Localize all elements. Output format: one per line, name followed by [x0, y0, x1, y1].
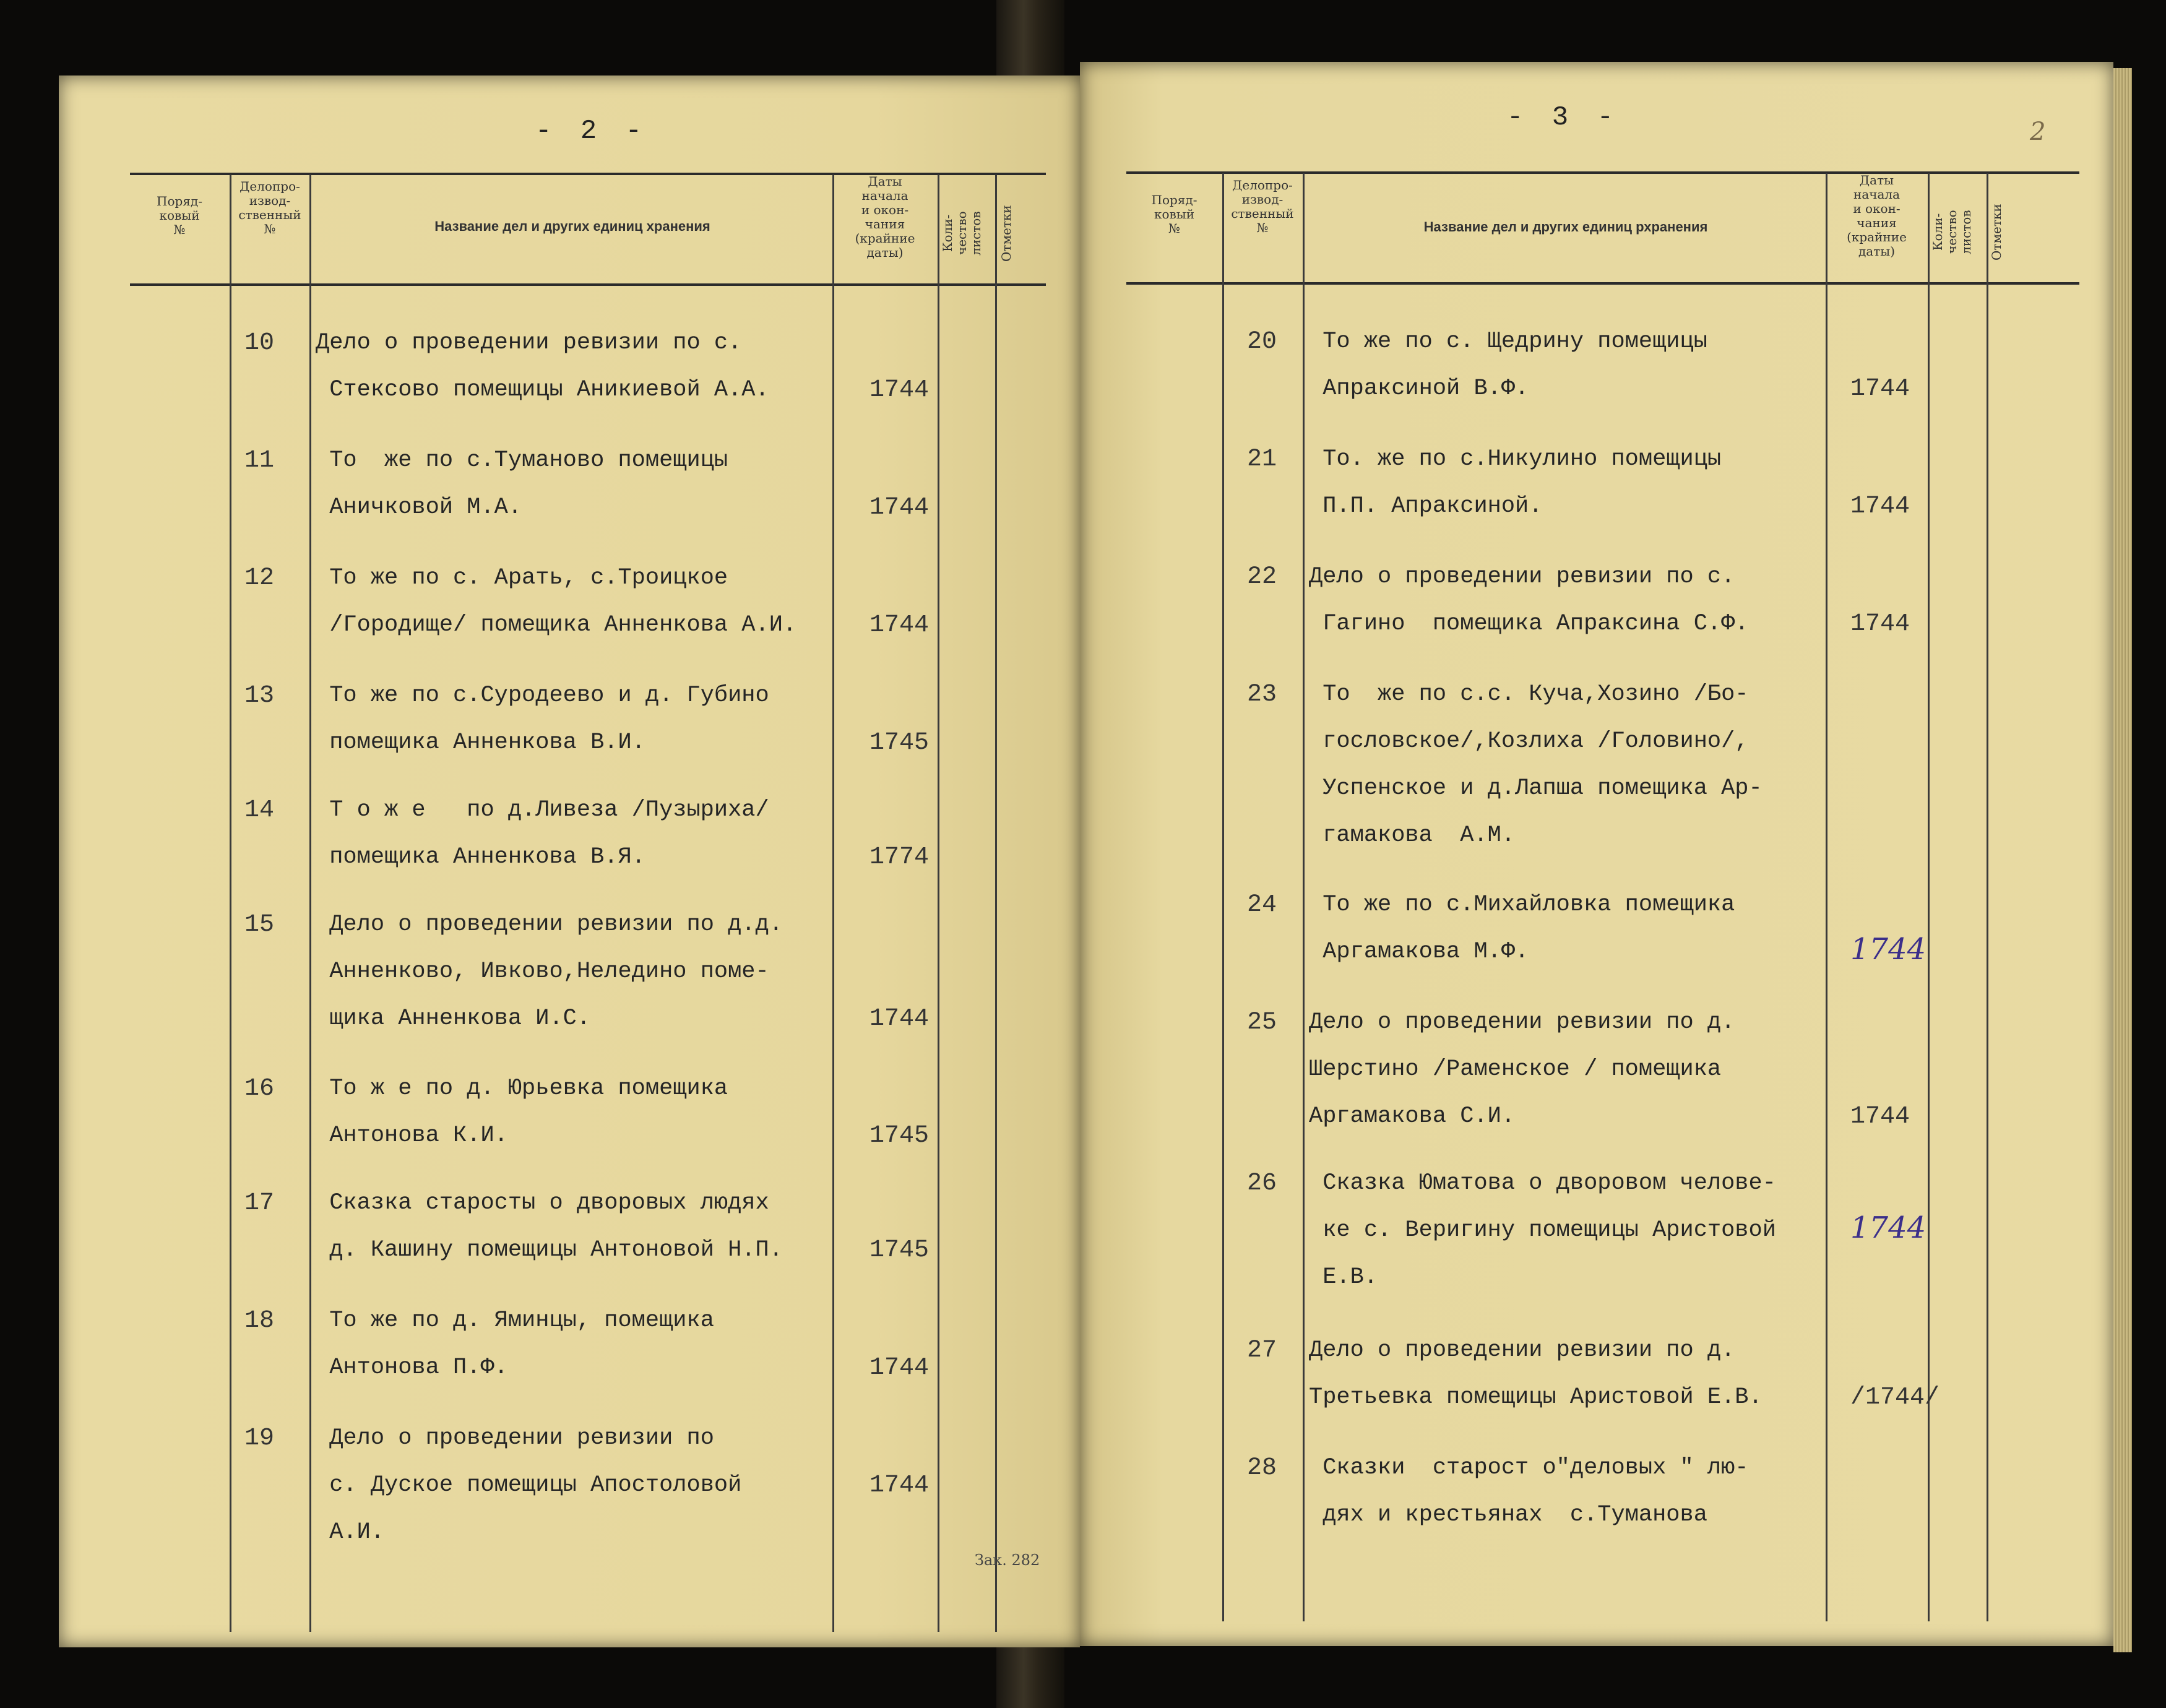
- entry-date: 1744: [869, 1005, 930, 1033]
- entry-title-line: То же по с.Михайловка помещика: [1309, 892, 1735, 918]
- entry-date: 1744: [869, 1354, 930, 1382]
- entry-title-line: гамакова А.М.: [1309, 822, 1516, 848]
- header-office-number: Делопро- извод- ственный №: [1231, 178, 1294, 235]
- entry-title-line: То же по с. Щедрину помещицы: [1309, 329, 1707, 355]
- entry-office-number: 21: [1247, 446, 1277, 473]
- entry-date: 1744: [1850, 932, 1927, 967]
- entry-office-number: 22: [1247, 563, 1277, 591]
- entry-date: 1744: [869, 1472, 930, 1499]
- entry-title: [1309, 1160, 1776, 1301]
- entry-date: 1744: [869, 611, 930, 639]
- entry-title-line: помещика Анненкова В.Я.: [316, 844, 645, 870]
- entry-title-line: Аргамакова С.И.: [1309, 1103, 1516, 1129]
- entry-date: 1744: [869, 376, 930, 404]
- entry-title: [316, 787, 769, 881]
- entry-title-line: То же по с.Туманово помещицы: [316, 447, 728, 473]
- entry-title-line: Гагино помещика Апраксина С.Ф.: [1309, 611, 1749, 637]
- page-number: - 2 -: [535, 116, 649, 147]
- entry-title-line: д. Кашину помещицы Антоновой Н.П.: [316, 1237, 783, 1263]
- header-dates: Даты начала и окон- чания (крайние даты): [1847, 173, 1907, 259]
- entry-title-line: Т о ж е по д.Ливеза /Пузыриха/: [316, 797, 769, 823]
- header-notes: Отметки: [1989, 204, 2004, 261]
- entry-date: 1745: [869, 1236, 930, 1264]
- print-order-number: Зак. 282: [975, 1551, 1040, 1569]
- entry-title-line: /Городище/ помещика Анненкова А.И.: [316, 612, 797, 638]
- header-title: Название дел и других единиц хранения: [434, 218, 710, 234]
- entry-date: 1744: [1850, 1210, 1927, 1245]
- entry-title-line: А.И.: [316, 1519, 385, 1545]
- entry-office-number: 24: [1247, 891, 1277, 919]
- entry-office-number: 26: [1247, 1170, 1277, 1197]
- entry-title: [1309, 999, 1735, 1140]
- header-rule-bottom: [1126, 282, 2079, 285]
- entry-title-line: Апраксиной В.Ф.: [1309, 376, 1529, 402]
- column-divider: [995, 175, 997, 1632]
- header-dates: Даты начала и окон- чания (крайние даты): [855, 174, 915, 260]
- entry-title-line: Антонова К.И.: [316, 1123, 508, 1149]
- entry-title-line: Третьевка помещицы Аристовой Е.В.: [1309, 1384, 1763, 1410]
- entry-title-line: То ж е по д. Юрьевка помещика: [316, 1076, 728, 1102]
- column-divider: [1303, 173, 1305, 1621]
- entry-title-line: Сказки старост о"деловых " лю-: [1309, 1455, 1749, 1481]
- page-edges: [2113, 68, 2132, 1652]
- entry-title-line: То же по д. Яминцы, помещика: [316, 1308, 714, 1334]
- header-office-number: Делопро- извод- ственный №: [238, 179, 301, 236]
- entry-office-number: 25: [1247, 1009, 1277, 1037]
- entry-title: [316, 554, 796, 649]
- entry-date: 1744: [1850, 375, 1910, 403]
- entry-title-line: Успенское и д.Лапша помещика Ар-: [1309, 775, 1763, 801]
- right-page: [1080, 62, 2113, 1646]
- entry-office-number: 20: [1247, 328, 1277, 356]
- entry-title: [1309, 436, 1721, 530]
- entry-office-number: 13: [244, 682, 275, 710]
- entry-title-line: Антонова П.Ф.: [316, 1355, 508, 1381]
- left-page: [59, 75, 1080, 1647]
- entry-title: [1309, 553, 1749, 647]
- entry-office-number: 23: [1247, 681, 1277, 709]
- entry-date: /1744/: [1850, 1384, 1940, 1412]
- entry-title-line: с. Дуское помещицы Апостоловой: [316, 1472, 742, 1498]
- entry-title: [1309, 1327, 1763, 1421]
- entry-title-line: Сказка Юматова о дворовом челове-: [1309, 1170, 1776, 1196]
- entry-title-line: щика Анненкова И.С.: [316, 1006, 591, 1032]
- entry-date: 1745: [869, 729, 930, 757]
- entry-office-number: 10: [244, 329, 275, 357]
- column-divider: [938, 175, 939, 1632]
- column-divider: [1826, 173, 1827, 1621]
- column-divider: [309, 175, 311, 1632]
- column-divider: [1222, 173, 1224, 1621]
- header-sheets: Коли- чество листов: [940, 211, 983, 256]
- entry-title: [316, 1180, 783, 1274]
- entry-title-line: Сказка старосты о дворовых людях: [316, 1190, 769, 1216]
- entry-office-number: 15: [244, 911, 275, 939]
- header-order-number: Поряд- ковый №: [1151, 192, 1197, 236]
- entry-title: [1309, 671, 1763, 859]
- entry-title-line: Дело о проведении ревизии по с.: [1309, 564, 1735, 590]
- entry-title-line: Шерстино /Раменское / помещика: [1309, 1056, 1722, 1082]
- header-sheets: Коли- чество листов: [1930, 210, 1974, 254]
- header-order-number: Поряд- ковый №: [157, 194, 202, 237]
- entry-office-number: 19: [244, 1425, 275, 1452]
- entry-office-number: 27: [1247, 1337, 1277, 1365]
- entry-date: 1744: [1850, 610, 1910, 638]
- entry-title-line: Дело о проведении ревизии по д.д.: [316, 912, 783, 938]
- entry-title-line: Стексово помещицы Аникиевой А.А.: [316, 377, 769, 403]
- entry-date: 1744: [1850, 1103, 1910, 1131]
- entry-title-line: Дело о проведении ревизии по д.: [1309, 1337, 1735, 1363]
- entry-title-line: Дело о проведении ревизии по д.: [1309, 1009, 1735, 1035]
- entry-title-line: Дело о проведении ревизии по с.: [316, 330, 742, 356]
- entry-title: [316, 319, 769, 413]
- entry-office-number: 18: [244, 1307, 275, 1335]
- entry-date: 1744: [1850, 493, 1910, 520]
- entry-title-line: Дело о проведении ревизии по: [316, 1425, 714, 1451]
- entry-title-line: помещика Анненкова В.И.: [316, 730, 645, 756]
- entry-title-line: Аничковой М.А.: [316, 494, 522, 520]
- entry-office-number: 28: [1247, 1454, 1277, 1482]
- entry-title-line: гословское/,Козлиха /Головино/,: [1309, 728, 1749, 754]
- pencil-sheet-number: 2: [2030, 118, 2046, 146]
- entry-title-line: Е.В.: [1309, 1264, 1378, 1290]
- entry-date: 1744: [869, 494, 930, 522]
- entry-title: [316, 901, 783, 1042]
- entry-title-line: Аргамакова М.Ф.: [1309, 939, 1529, 965]
- entry-office-number: 14: [244, 796, 275, 824]
- entry-office-number: 16: [244, 1075, 275, 1103]
- entry-title: [316, 437, 728, 531]
- column-divider: [1987, 173, 1988, 1621]
- entry-office-number: 11: [244, 447, 275, 475]
- entry-title: [316, 1415, 741, 1556]
- entry-title: [1309, 318, 1707, 412]
- header-rule-top: [1126, 171, 2079, 174]
- header-rule-bottom: [130, 283, 1046, 286]
- header-notes: Отметки: [999, 205, 1014, 262]
- entry-date: 1774: [869, 843, 930, 871]
- entry-title-line: Анненково, Ивково,Неледино поме-: [316, 959, 769, 985]
- entry-title: [316, 672, 769, 766]
- entry-title-line: То. же по с.Никулино помещицы: [1309, 446, 1722, 472]
- header-title: Название дел и других единиц рхранения: [1423, 219, 1708, 235]
- entry-title-line: То же по с.с. Куча,Хозино /Бо-: [1309, 681, 1749, 707]
- entry-title: [316, 1065, 728, 1159]
- entry-office-number: 12: [244, 564, 275, 592]
- column-divider: [230, 175, 231, 1632]
- entry-title-line: дях и крестьянах с.Туманова: [1309, 1502, 1707, 1528]
- entry-title: [316, 1297, 714, 1391]
- entry-title: [1309, 1444, 1749, 1538]
- entry-date: 1745: [869, 1122, 930, 1150]
- entry-title-line: То же по с.Суродеево и д. Губино: [316, 683, 769, 709]
- column-divider: [832, 175, 834, 1632]
- page-number: - 3 -: [1507, 102, 1620, 133]
- entry-title: [1309, 881, 1735, 975]
- entry-title-line: П.П. Апраксиной.: [1309, 493, 1543, 519]
- entry-title-line: То же по с. Арать, с.Троицкое: [316, 565, 728, 591]
- entry-office-number: 17: [244, 1189, 275, 1217]
- entry-title-line: ке с. Веригину помещицы Аристовой: [1309, 1217, 1776, 1243]
